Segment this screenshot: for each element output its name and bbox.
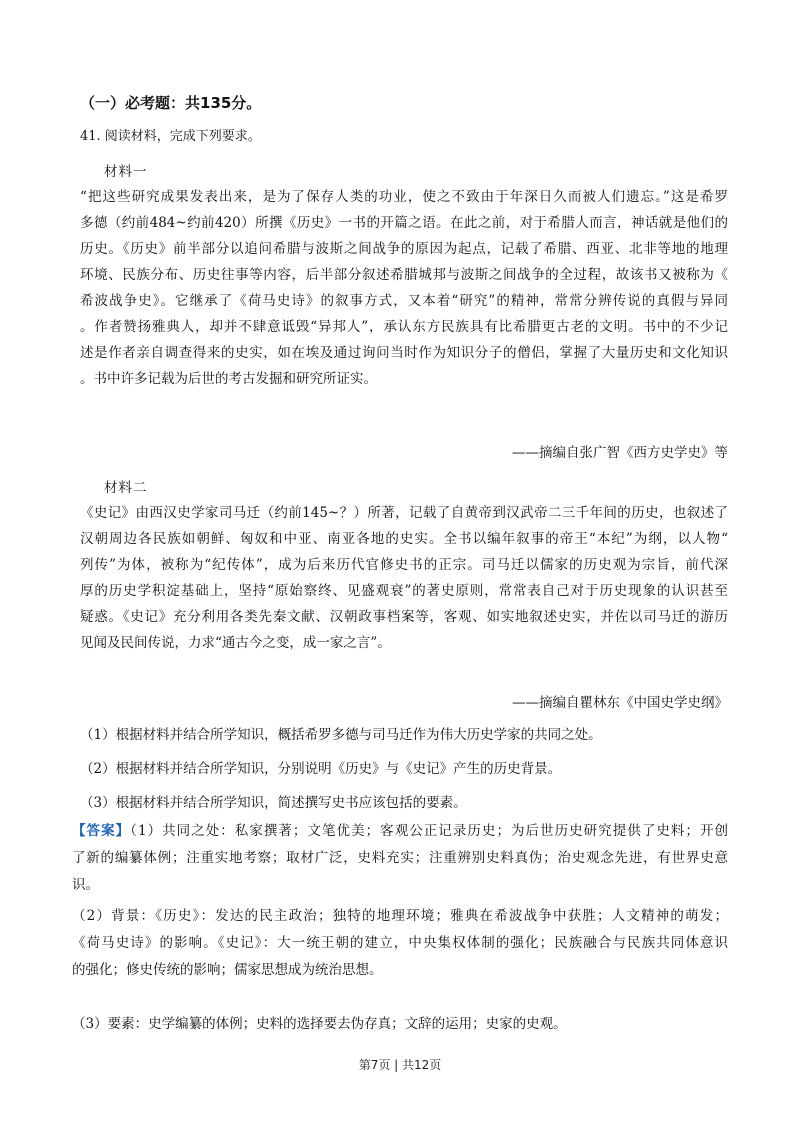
answer-line: （3）要素：史学编纂的体例；史料的选择要去伪存真；文辞的运用；史家的史观。	[72, 1016, 567, 1032]
material1-label: 材料一	[104, 164, 148, 180]
answer-tag: 【答案】	[72, 823, 131, 839]
material1-source: ——摘编自张广智《西方史学史》等	[512, 445, 728, 461]
question-3: （3）根据材料并结合所学知识，简述撰写史书应该包括的要素。	[80, 795, 467, 811]
question-intro: 41. 阅读材料，完成下列要求。	[80, 129, 261, 144]
material1-line: “把这些研究成果发表出来，是为了保存人类的功业，使之不致由于年深日久而被人们遗忘。”这是希罗	[80, 189, 728, 205]
material2-line: 厚的历史学积淀基础上，坚持“原始察终、见盛观衰”的著史原则，常常表自己对于历史现象的认识甚至	[80, 583, 728, 599]
material1-line: 。作者赞扬雅典人，却并不肆意诋毁“异邦人”，承认东方民族具有比希腊更古老的文明。书中的不少记	[80, 319, 728, 335]
material2-source: ——摘编自瞿林东《中国史学史纲》	[512, 695, 728, 711]
answer-line: （2）背景：《历史》：发达的民主政治；独特的地理环境；雅典在希波战争中获胜；人文精神的萌发；	[72, 908, 728, 924]
material1-line: 述是作者亲自调查得来的史实，如在埃及通过询问当时作为知识分子的僧侣，掌握了大量历史和文化知识	[80, 345, 728, 361]
page-number: 第7页 | 共12页	[358, 1058, 442, 1072]
material2-label: 材料二	[104, 480, 148, 496]
answer-line: 识。	[72, 877, 99, 893]
question-2: （2）根据材料并结合所学知识，分别说明《历史》与《史记》产生的历史背景。	[80, 761, 562, 777]
material2-line: 《史记》由西汉史学家司马迁（约前145~？）所著，记载了自黄帝到汉武帝二三千年间的历史，也叙述了	[80, 505, 728, 521]
material1-line: 希波战争史》。它继承了《荷马史诗》的叙事方式，又本着“研究”的精神，常常分辨传说的真假与异同	[80, 293, 728, 309]
answer-part2	[72, 903, 728, 984]
material2-text	[80, 500, 728, 656]
material2-line: 汉朝周边各民族如朝鲜、匈奴和中亚、南亚各地的史实。全书以编年叙事的帝王“本纪”为纲，以人物“	[80, 531, 728, 547]
answer-line: 《荷马史诗》的影响。《史记》：大一统王朝的建立，中央集权体制的强化；民族融合与民族共同体意识	[72, 935, 728, 951]
answer-line: 的强化；修史传统的影响；儒家思想成为统治思想。	[72, 962, 383, 978]
question-1: （1）根据材料并结合所学知识，概括希罗多德与司马迁作为伟大历史学家的共同之处。	[80, 727, 602, 743]
material1-line: 环境、民族分布、历史往事等内容，后半部分叙述希腊城邦与波斯之间战争的全过程，故该书又被称为《	[80, 267, 728, 283]
answer-line: 了新的编纂体例；注重实地考察；取材广泛，史料充实；注重辨别史料真伪；治史观念先进，有世界史意	[72, 850, 728, 866]
material2-line: 见闻及民间传说，力求“通古今之变，成一家之言”。	[80, 635, 391, 651]
material2-line: 疑惑。《史记》充分利用各类先秦文献、汉朝政事档案等，客观、如实地叙述史实，并佐以司马迁的游历	[80, 609, 728, 625]
material1-line: 历史。《历史》前半部分以追问希腊与波斯之间战争的原因为起点，记载了希腊、西亚、北非等地的地理	[80, 241, 728, 257]
answer-part3	[72, 1011, 728, 1038]
material1-text	[80, 184, 728, 392]
material1-line: 。书中许多记载为后世的考古发掘和研究所证实。	[80, 371, 377, 387]
answer-line: （1）共同之处：私家撰著；文笔优美；客观公正记录历史；为后世历史研究提供了史料；开创	[130, 823, 728, 839]
material2-line: 列传”为体，被称为“纪传体”，成为后来历代官修史书的正宗。司马迁以儒家的历史观为宗旨，前代深	[80, 557, 728, 573]
section-heading: （一）必考题：共135分。	[80, 94, 262, 112]
answer-part1	[72, 818, 728, 899]
material1-line: 多德（约前484~约前420）所撰《历史》一书的开篇之语。在此之前，对于希腊人而言，神话就是他们的	[80, 215, 728, 231]
